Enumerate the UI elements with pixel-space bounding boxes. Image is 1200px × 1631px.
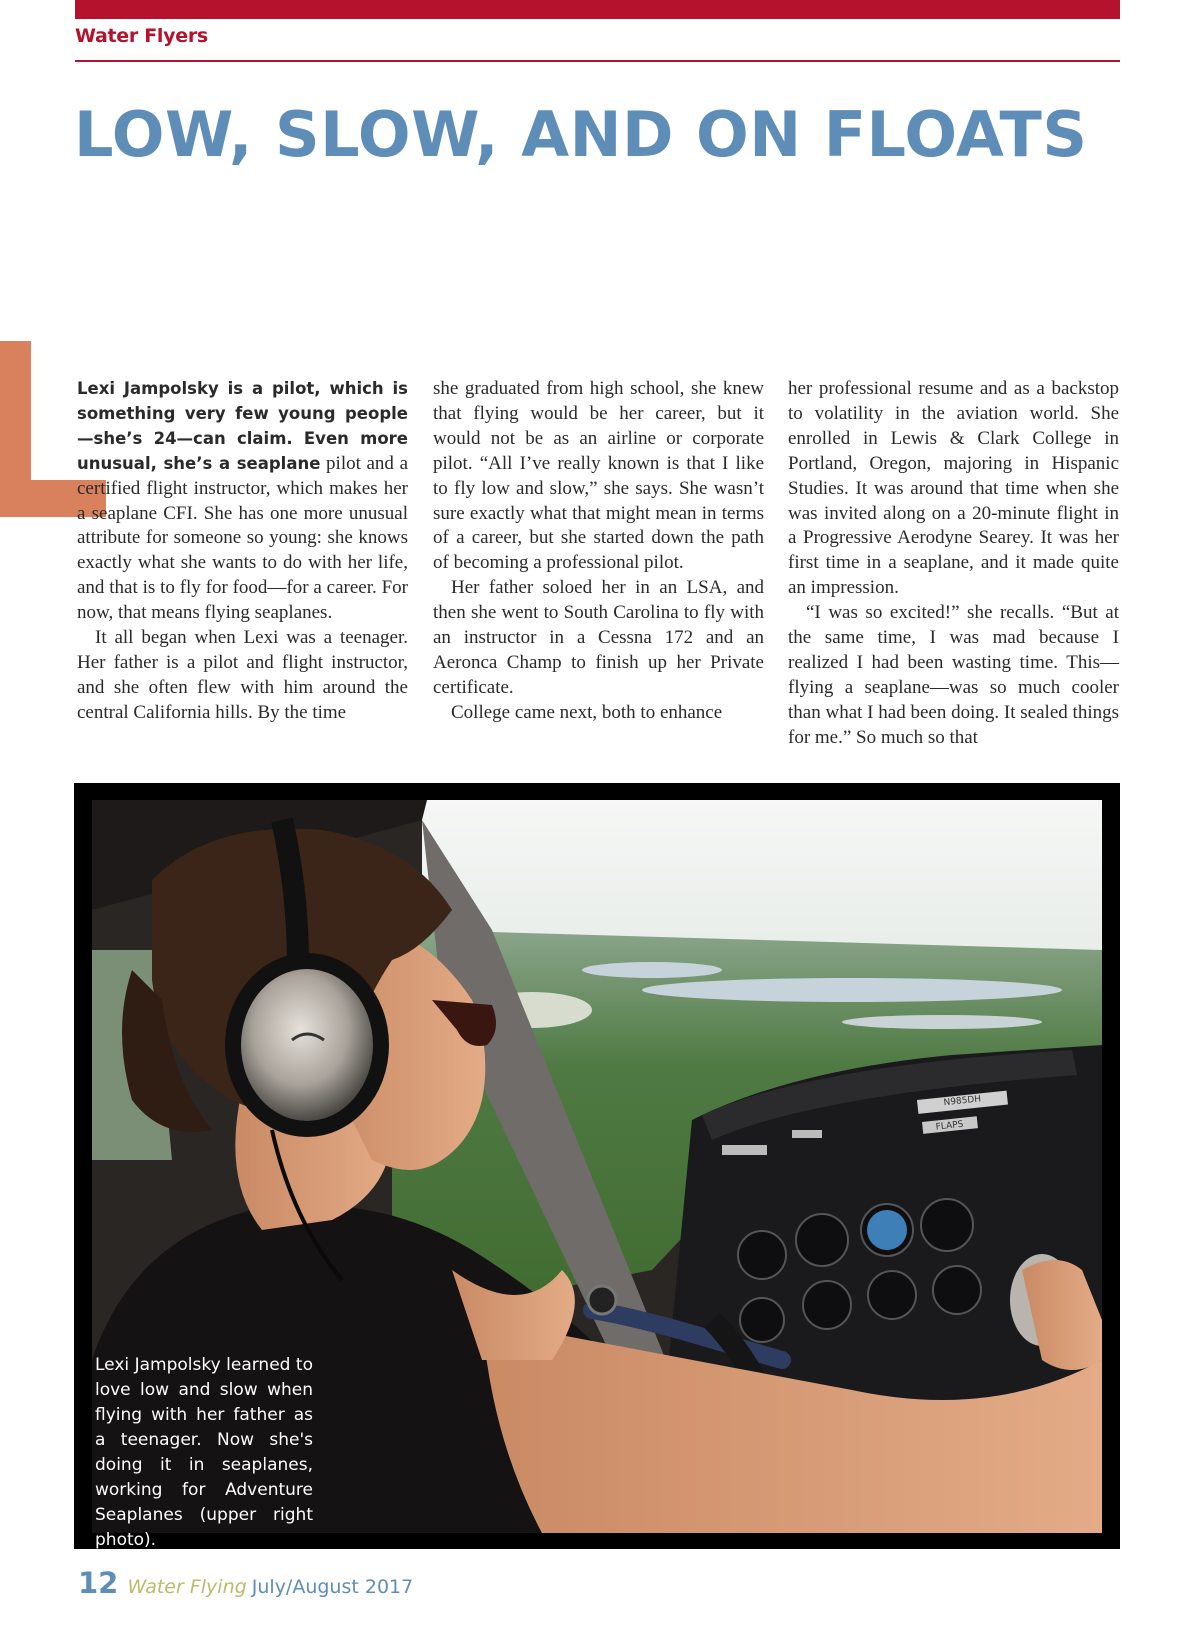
article-column-1 [77, 377, 408, 726]
lake [842, 1015, 1042, 1029]
article-paragraph: she graduated from high school, she knew that flying would be her career, but it would not be as an airline or corporate pilot. “All I’ve really known is that I like to fly low and slow,” she says. She wasn’t sure exactly what that might mean in terms of a career, but she started down the path of becoming a professional pilot. [433, 378, 764, 574]
article-paragraph [77, 377, 408, 626]
magazine-name: Water Flying [127, 1576, 247, 1598]
section-rule [75, 60, 1120, 62]
issue-date: July/August 2017 [251, 1576, 414, 1598]
lake [642, 978, 1062, 1002]
panel-label: N985DH [943, 1094, 982, 1109]
lake [582, 962, 722, 978]
page-number: 12 [78, 1566, 119, 1600]
panel-label: FLAPS [935, 1119, 964, 1133]
attitude-indicator [867, 1210, 907, 1250]
article-paragraph: “I was so excited!” she recalls. “But at the same time, I was mad because I realized I had been wasting time. This—flying a seaplane—was so much cooler than what I had been doing. It sealed things for me.” So much so that [788, 602, 1119, 748]
article-paragraph: It all began when Lexi was a teenager. Her father is a pilot and flight instructor, and she often flew with him around the central California hills. By the time [77, 627, 408, 723]
headset-earcup [241, 969, 373, 1121]
page-footer [78, 1566, 413, 1600]
article-paragraph: Her father soloed her in an LSA, and then she went to South Carolina to fly with an instructor in a Cessna 172 and an Aeronca Champ to finish up her Private certificate. [433, 577, 764, 698]
article-headline: LOW, SLOW, AND ON FLOATS [74, 98, 1088, 171]
article-column-2 [433, 377, 764, 726]
top-color-bar [75, 0, 1120, 19]
photo-caption: Lexi Jampolsky learned to love low and slow when flying with her father as a teenager. Now she's doing it in seaplanes, working for Adventure Seaplanes (upper right photo). [95, 1355, 313, 1550]
article-column-3 [788, 377, 1119, 751]
article-paragraph: College came next, both to enhance [451, 701, 723, 723]
section-label: Water Flyers [75, 25, 208, 47]
article-text: pilot and a certified flight instructor, which makes her a seaplane CFI. She has one more unusual attribute for someone so young: she knows exactly what she wants to do with her life, and that is to fly for food—for a career. For now, that means flying seaplanes. [77, 452, 408, 624]
article-paragraph: her professional resume and as a backstop to volatility in the aviation world. She enrolled in Lewis & Clark College in Portland, Oregon, majoring in Hispanic Studies. It was around that time when she was invited along on a 20-minute flight in a Progressive Aerodyne Searey. It was her first time in a seaplane, and it made quite an impression. [788, 378, 1119, 599]
article-lede: Lexi Jampolsky is a pilot, which is something very few young people—she’s 24—can claim. Even more unusual, she’s a seaplane [77, 379, 408, 473]
